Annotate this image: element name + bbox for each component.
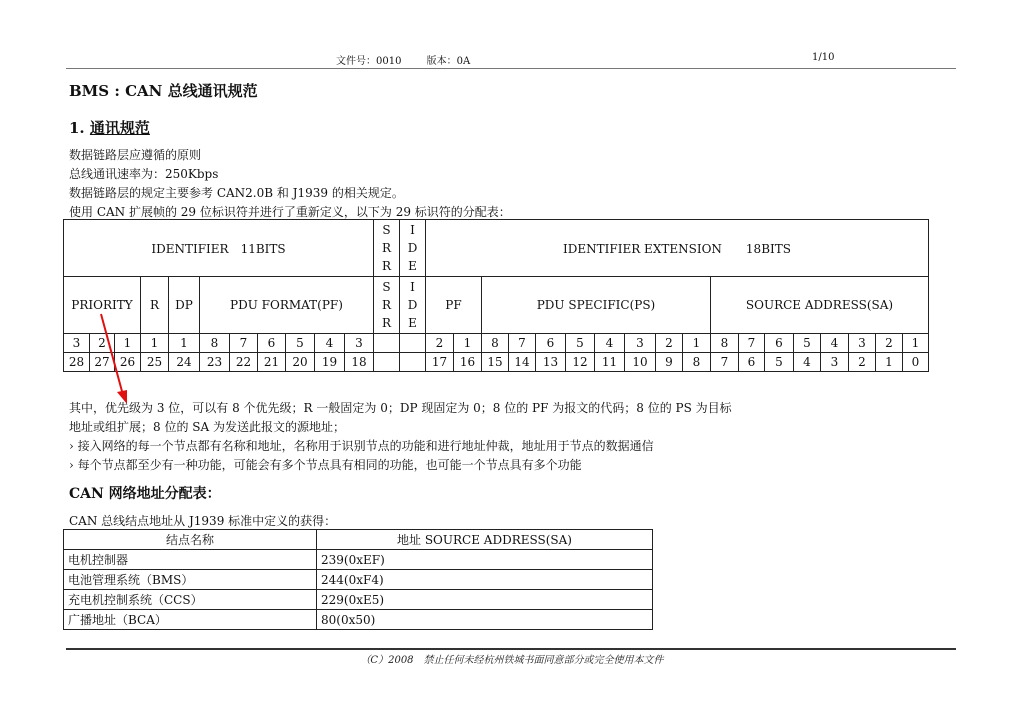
note-line: › 每个节点都至少有一种功能，可能会有多个节点具有相同的功能，也可能一个节点具有多个功能 <box>69 458 582 472</box>
bit-width-cell: 5 <box>286 334 315 353</box>
srr-letter: R <box>381 241 392 255</box>
note-line: › 接入网络的每一个节点都有名称和地址，名称用于识别节点的功能和进行地址仲裁，地址用于节点的数据通信 <box>69 439 654 453</box>
ide-letter: E <box>408 316 417 330</box>
bit-width-cell: 5 <box>566 334 595 353</box>
bit-position-cell: 24 <box>169 353 200 372</box>
note-line: 其中，优先级为 3 位，可以有 8 个优先级；R 一般固定为 0；DP 现固定为 0；8 位的 PF 为报文的代码；8 位的 PS 为目标 <box>69 401 732 415</box>
bit-width-cell: 1 <box>115 334 141 353</box>
bit-position-cell: 9 <box>656 353 683 372</box>
bit-width-cell: 6 <box>765 334 794 353</box>
bit-width-cell: 3 <box>849 334 876 353</box>
bit-width-cell: 8 <box>482 334 509 353</box>
bit-position-cell: 1 <box>876 353 903 372</box>
bit-width-cell: 6 <box>536 334 566 353</box>
identifier-extension-cell: IDENTIFIER EXTENSION 18BITS <box>426 220 929 277</box>
pf-cell: PF <box>426 277 482 334</box>
srr-letter: R <box>381 259 392 273</box>
bit-position-cell: 2 <box>849 353 876 372</box>
footer-rule <box>66 648 956 650</box>
bit-width-cell: 3 <box>64 334 90 353</box>
bit-width-cell: 2 <box>656 334 683 353</box>
node-name-header: 结点名称 <box>64 530 317 550</box>
copyright-footer: （C）2008 禁止任何未经杭州铁城书面同意部分或完全使用本文件 <box>360 655 664 666</box>
bit-width-cell: 2 <box>426 334 454 353</box>
node-address: 229(0xE5) <box>317 590 653 610</box>
identifier-cell: IDENTIFIER 11BITS <box>64 220 374 277</box>
bit-position-cell: 14 <box>509 353 536 372</box>
bit-width-cell: 8 <box>200 334 230 353</box>
node-address: 244(0xF4) <box>317 570 653 590</box>
bit-position-cell: 16 <box>454 353 482 372</box>
bit-width-cell: 8 <box>711 334 739 353</box>
bit-position-cell: 23 <box>200 353 230 372</box>
intro-line: 数据链路层应遵循的原则 <box>69 148 202 162</box>
bit-width-cell: 4 <box>821 334 849 353</box>
bit-position-cell: 22 <box>230 353 258 372</box>
ide-letter: D <box>407 298 418 312</box>
bit-width-cell: 7 <box>739 334 765 353</box>
table-row <box>64 570 653 590</box>
section-number: 1. <box>69 119 85 137</box>
doc-version: 版本：0A <box>426 56 471 67</box>
ide-letter: I <box>410 223 415 237</box>
bit-position-cell: 4 <box>794 353 821 372</box>
bit-position-cell: 6 <box>739 353 765 372</box>
srr-letter: S <box>382 280 391 294</box>
ide-letter: E <box>408 259 417 273</box>
bit-position-cell: 5 <box>765 353 794 372</box>
pdu-specific-cell: PDU SPECIFIC(PS) <box>482 277 711 334</box>
arrow-shaft <box>101 314 123 395</box>
bit-position-cell: 11 <box>595 353 625 372</box>
table-row <box>64 550 653 570</box>
bit-width-cell: 7 <box>230 334 258 353</box>
bit-position-cell: 3 <box>821 353 849 372</box>
bit-position-cell: 26 <box>115 353 141 372</box>
address-table-header <box>64 530 653 550</box>
bit-position-cell: 20 <box>286 353 315 372</box>
address-header: 地址 SOURCE ADDRESS(SA) <box>317 530 653 550</box>
table-row <box>64 590 653 610</box>
bit-position-cell: 25 <box>141 353 169 372</box>
node-name: 充电机控制系统（CCS） <box>64 590 317 610</box>
bit-width-cell: 7 <box>509 334 536 353</box>
node-name: 广播地址（BCA） <box>64 610 317 630</box>
ide-letter: I <box>410 280 415 294</box>
bit-width-cell: 4 <box>595 334 625 353</box>
bit-position-cell: 12 <box>566 353 595 372</box>
doc-number: 文件号：0010 <box>336 56 402 67</box>
bit-position-cell: 21 <box>258 353 286 372</box>
bit-width-cell: 5 <box>794 334 821 353</box>
dp-cell: DP <box>169 277 200 334</box>
source-address-cell: SOURCE ADDRESS(SA) <box>711 277 929 334</box>
bit-position-cell: 7 <box>711 353 739 372</box>
intro-line: 总线通讯速率为：250Kbps <box>69 167 219 181</box>
page-number: 1/10 <box>812 52 835 63</box>
pdu-format-cell: PDU FORMAT(PF) <box>200 277 374 334</box>
address-intro: CAN 总线结点地址从 J1939 标准中定义的获得： <box>69 514 337 528</box>
intro-line: 数据链路层的规定主要参考 CAN2.0B 和 J1939 的相关规定。 <box>69 186 404 200</box>
bit-position-cell: 17 <box>426 353 454 372</box>
bit-position-cell: 10 <box>625 353 656 372</box>
address-table <box>63 529 653 630</box>
bit-position-cell: 8 <box>683 353 711 372</box>
note-line: 地址或组扩展；8 位的 SA 为发送此报文的源地址； <box>69 420 345 434</box>
bit-width-cell: 1 <box>683 334 711 353</box>
bit-width-cell: 2 <box>876 334 903 353</box>
bit-width-cell: 1 <box>141 334 169 353</box>
bit-width-cell: 1 <box>169 334 200 353</box>
node-address: 239(0xEF) <box>317 550 653 570</box>
srr-letter: S <box>382 223 391 237</box>
bit-width-cell: 3 <box>625 334 656 353</box>
bit-position-cell: 28 <box>64 353 90 372</box>
section-heading-2: CAN 网络地址分配表： <box>69 486 221 502</box>
bit-width-cell: 3 <box>345 334 374 353</box>
bit-width-cell: 1 <box>903 334 929 353</box>
bit-position-cell: 13 <box>536 353 566 372</box>
bit-width-cell: 4 <box>315 334 345 353</box>
srr-letter: R <box>381 316 392 330</box>
r-cell: R <box>141 277 169 334</box>
bit-width-cell: 2 <box>90 334 115 353</box>
srr-letter: R <box>381 298 392 312</box>
priority-cell: PRIORITY <box>64 277 141 334</box>
intro-line: 使用 CAN 扩展帧的 29 位标识符并进行了重新定义，以下为 29 标识符的分配表： <box>69 205 511 219</box>
bit-position-cell: 19 <box>315 353 345 372</box>
section-title: 通讯规范 <box>89 119 150 137</box>
bit-position-cell: 27 <box>90 353 115 372</box>
node-name: 电机控制器 <box>64 550 317 570</box>
bit-width-cell: 1 <box>454 334 482 353</box>
node-name: 电池管理系统（BMS） <box>64 570 317 590</box>
bit-width-cell: 6 <box>258 334 286 353</box>
table-row <box>64 610 653 630</box>
document-title: BMS : CAN 总线通讯规范 <box>69 82 258 100</box>
ide-letter: D <box>407 241 418 255</box>
bit-position-cell: 15 <box>482 353 509 372</box>
bit-position-cell: 0 <box>903 353 929 372</box>
node-address: 80(0x50) <box>317 610 653 630</box>
bit-position-cell: 18 <box>345 353 374 372</box>
